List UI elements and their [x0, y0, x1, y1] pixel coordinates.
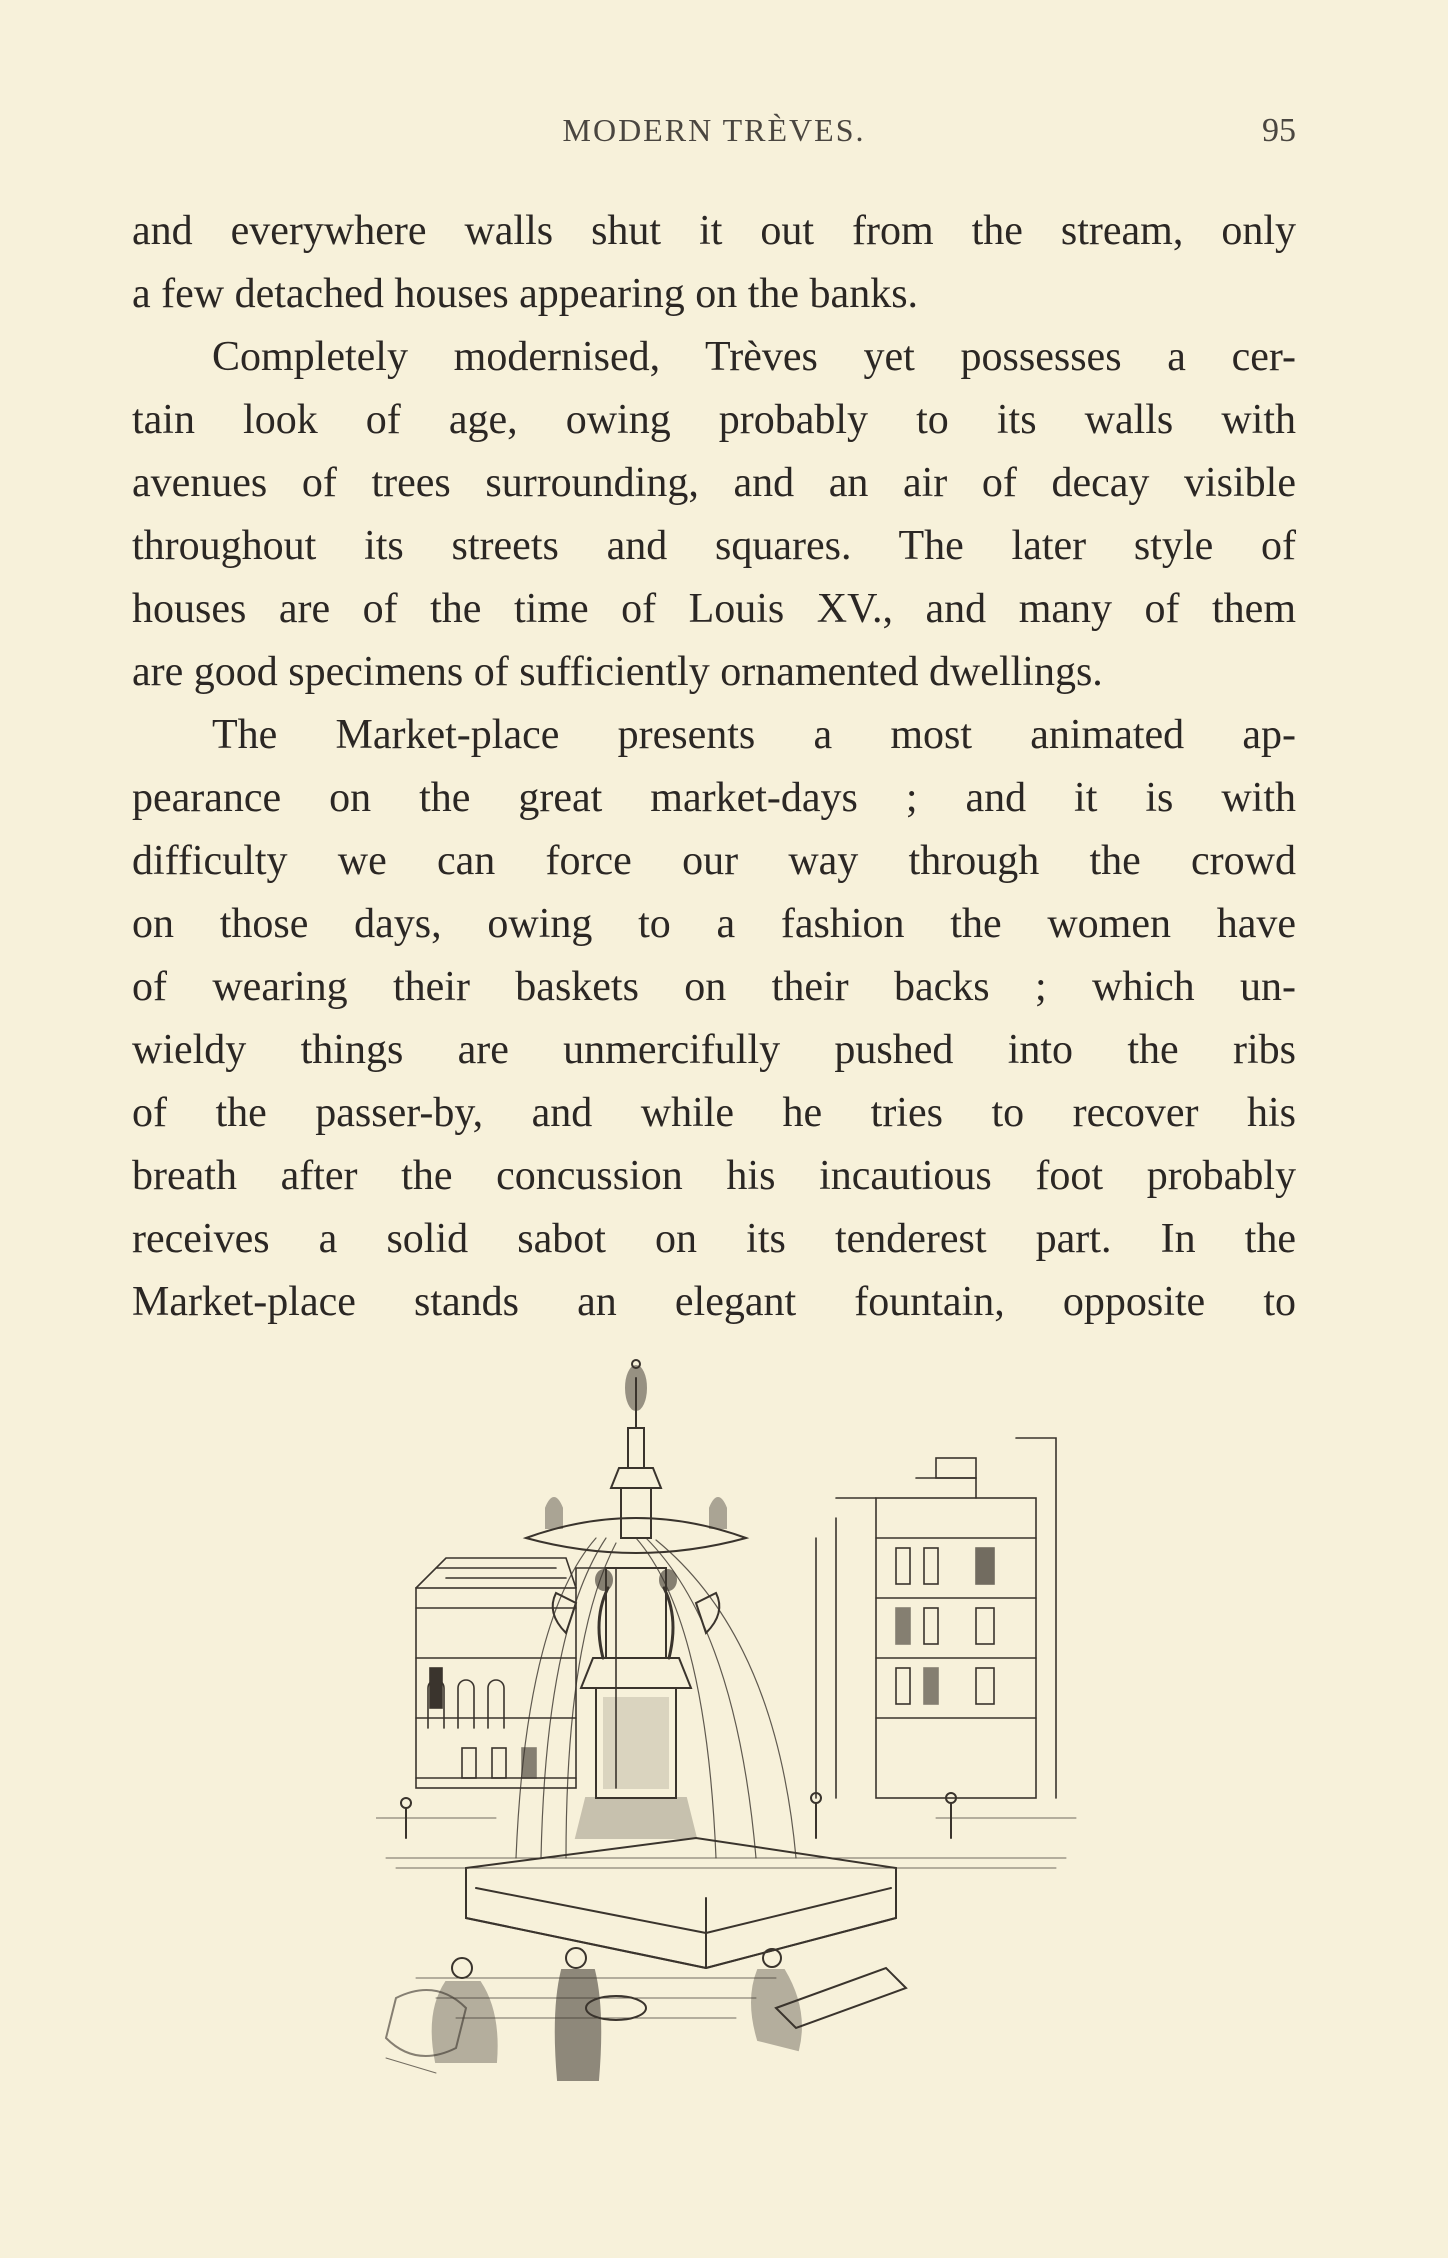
text-line: on those days, owing to a fashion the women have	[132, 901, 1296, 947]
body-text	[132, 200, 1296, 1334]
text-line: breath after the concussion his incautious foot probably	[132, 1153, 1296, 1199]
text-line: tain look of age, owing probably to its walls with	[132, 397, 1296, 443]
text-line: of the passer-by, and while he tries to recover his	[132, 1090, 1296, 1136]
text-line: and everywhere walls shut it out from the stream, only	[132, 208, 1296, 254]
text-line: receives a solid sabot on its tenderest part. In the	[132, 1216, 1296, 1262]
text-line: wieldy things are unmercifully pushed into the ribs	[132, 1027, 1296, 1073]
text-line: of wearing their baskets on their backs ; which un-	[132, 964, 1296, 1010]
fountain-engraving-icon	[376, 1358, 1080, 2100]
text-line: a few detached houses appearing on the banks.	[132, 271, 919, 317]
running-title: MODERN TRÈVES.	[562, 112, 866, 148]
running-head	[132, 112, 1296, 162]
text-line: throughout its streets and squares. The later style of	[132, 523, 1296, 569]
right-buildings	[816, 1438, 1056, 1798]
page-number: 95	[1262, 112, 1296, 149]
text-line: The Market-place presents a most animated ap-	[212, 712, 1296, 758]
text-line: difficulty we can force our way through the crowd	[132, 838, 1296, 884]
text-line: pearance on the great market-days ; and it is with	[132, 775, 1296, 821]
fountain-column	[526, 1360, 746, 1838]
text-line: Market-place stands an elegant fountain, opposite to	[132, 1279, 1296, 1325]
text-line: houses are of the time of Louis XV., and many of them	[132, 586, 1296, 632]
text-line: avenues of trees surrounding, and an air of decay visible	[132, 460, 1296, 506]
text-line: Completely modernised, Trèves yet possesses a cer-	[212, 334, 1296, 380]
text-line: are good specimens of sufficiently ornamented dwellings.	[132, 649, 1103, 695]
